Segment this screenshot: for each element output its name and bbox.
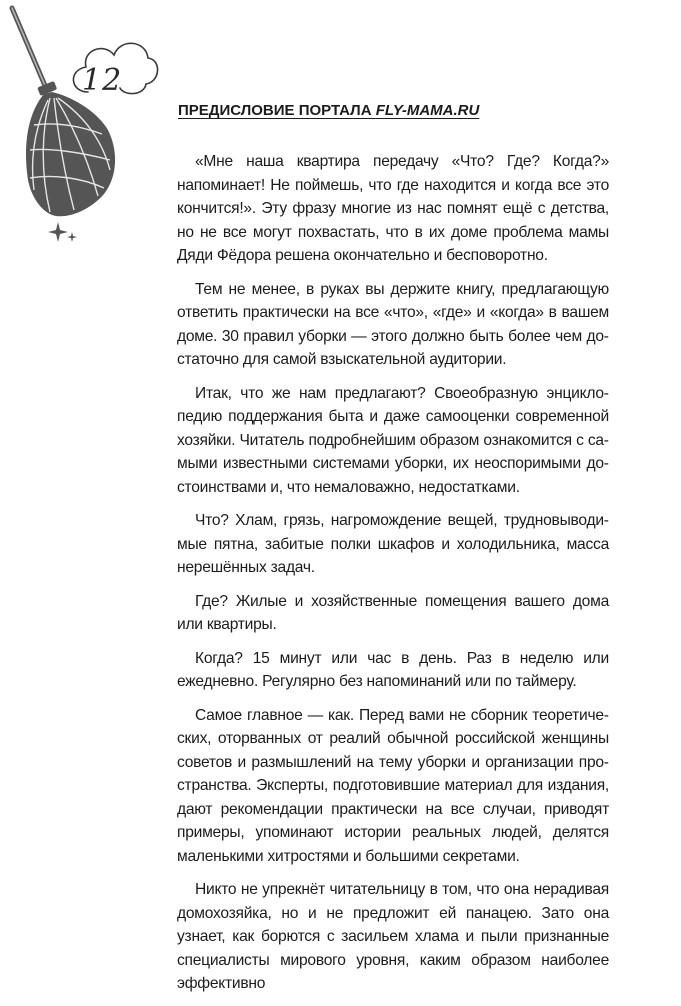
paragraph: Никто не упрекнёт читательницу в том, что она нерадивая домохозяйка, но и не предложит ей панацею. Зато она узнает, как борются с засильем хлама и пыли признанные специалисты мирового уровня, каким образом наиболее эффективно <box>177 881 609 992</box>
feather-duster-illustration <box>0 0 170 260</box>
heading-prefix: ПРЕДИСЛОВИЕ ПОРТАЛА <box>178 102 376 119</box>
heading-site-name: FLY-MAMA.RU <box>375 102 480 119</box>
sparkle-icon <box>67 232 77 242</box>
paragraph: Тем не менее, в руках вы держите книгу, предлагающую ответить практически на все «что», «где» и «когда» в вашем доме. 30 правил уборки — этого должно быть более чем достаточно для самой взыскательной аудитории. <box>177 280 609 368</box>
paragraph: Где? Жилые и хозяйственные помещения вашего дома или квартиры. <box>177 592 609 633</box>
paragraph: Когда? 15 минут или час в день. Раз в неделю или ежедневно. Регулярно без напоминаний или по таймеру. <box>177 649 609 690</box>
paragraph: «Мне наша квартира передачу «Что? Где? Когда?» напоминает! Не поймешь, что где находится и когда все это кончится!». Эту фразу многие из нас помнят ещё с детства, но не все могут похвастать, что в их доме проблема мамы Дяди Фёдора решена окончательно и бесповоротно. <box>177 153 609 264</box>
paragraph: Что? Хлам, грязь, нагромождение вещей, трудновыводимые пятна, забитые полки шкафов и холодильника, масса нерешённых задач. <box>177 512 609 576</box>
body-text <box>177 150 609 1006</box>
sparkle-icon <box>48 222 68 242</box>
paragraph: Итак, что же нам предлагают? Своеобразную энциклопедию поддержания быта и даже самооценки современной хозяйки. Читатель подробнейшим образом ознакомится с самыми известными системами уборки, их неоспоримыми достоинствами и, что немаловажно, недостатками. <box>177 384 609 496</box>
page-number: 12 <box>82 63 123 98</box>
paragraph: Самое главное — как. Перед вами не сборник теоретических, оторванных от реалий обычной российской женщины советов и размышлений на тему уборки и организации пространства. Эксперты, подготовившие материал для издания, дают рекомендации практически на все случаи, приводят примеры, упоминают истории реальных людей, делятся маленькими хитростями и большими секретами. <box>177 706 609 865</box>
chapter-heading <box>178 102 479 119</box>
